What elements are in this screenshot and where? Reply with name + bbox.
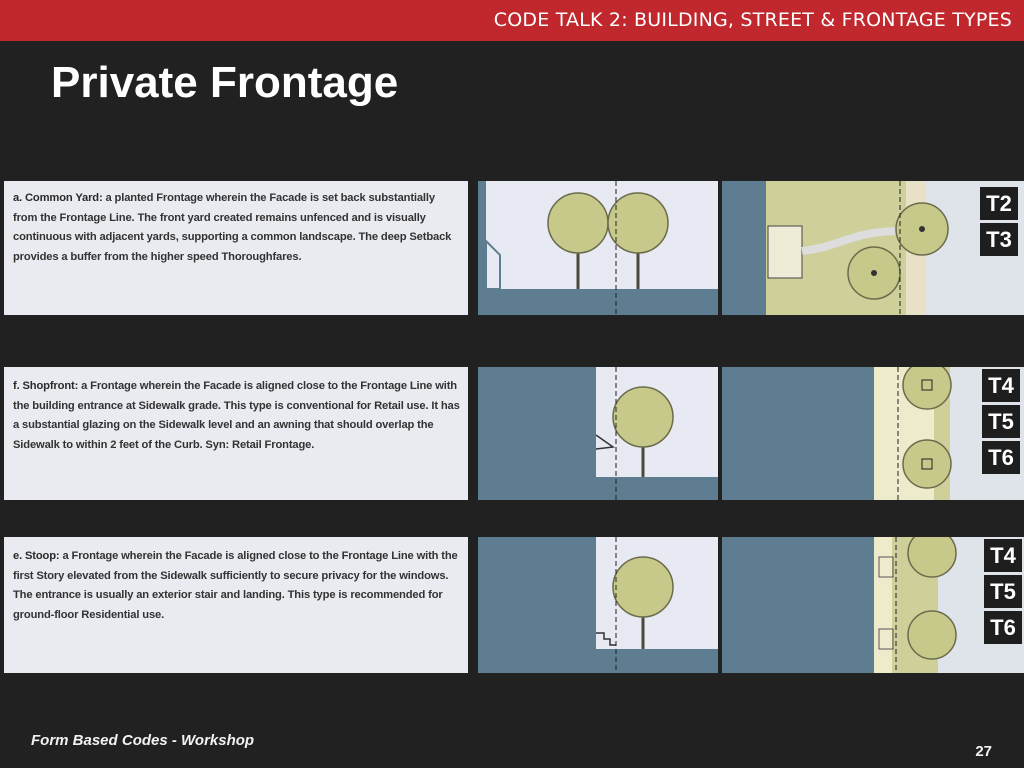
footer-workshop: Form Based Codes - Workshop xyxy=(31,732,255,749)
frontage-row-shopfront xyxy=(0,365,1024,502)
elevation-drawing xyxy=(478,181,718,315)
frontage-description xyxy=(4,537,468,673)
slide-title: Private Frontage xyxy=(51,58,399,107)
elevation-drawing xyxy=(478,537,718,673)
page-number: 27 xyxy=(975,743,992,760)
transect-tags xyxy=(982,369,1020,474)
transect-tag: T5 xyxy=(982,405,1020,438)
plan-drawing xyxy=(722,537,1024,673)
frontage-type-name: f. Shopfront: xyxy=(13,380,79,392)
stoop-plan xyxy=(722,537,1024,673)
plan-drawing xyxy=(722,181,1024,315)
frontage-type-name: e. Stoop: xyxy=(13,550,60,562)
frontage-description xyxy=(4,181,468,315)
transect-tag: T3 xyxy=(980,223,1018,256)
frontage-type-name: a. Common Yard: xyxy=(13,192,103,204)
frontage-text: a Frontage wherein the Facade is aligned close to the Frontage Line with the building entrance at Sidewalk grade. This type is conventional for Retail use. It has a substantial glazing on the Sidewalk level and an awning that should overlap the Sidewalk to within 2 feet of the Curb. Syn: Retail Frontage. xyxy=(13,380,460,451)
frontage-row-stoop xyxy=(0,535,1024,675)
plan-drawing xyxy=(722,367,1024,500)
frontage-paragraph xyxy=(4,181,468,267)
transect-tags xyxy=(984,539,1022,644)
transect-tag: T5 xyxy=(984,575,1022,608)
transect-tag: T6 xyxy=(982,441,1020,474)
transect-tag: T4 xyxy=(984,539,1022,572)
header-bar xyxy=(0,0,1024,41)
common-yard-elevation xyxy=(478,181,718,315)
frontage-paragraph xyxy=(4,537,468,625)
frontage-description xyxy=(4,367,468,500)
transect-tag: T2 xyxy=(980,187,1018,220)
tree-icon xyxy=(608,193,668,289)
tree-icon xyxy=(548,193,608,289)
frontage-row-common-yard xyxy=(0,179,1024,317)
transect-tag: T4 xyxy=(982,369,1020,402)
transect-tags xyxy=(980,187,1018,256)
shopfront-plan xyxy=(722,367,1024,500)
frontage-paragraph xyxy=(4,367,468,455)
course-title: CODE TALK 2: BUILDING, STREET & FRONTAGE TYPES xyxy=(493,9,1012,31)
frontage-text: a Frontage wherein the Facade is aligned close to the Frontage Line with the first Story elevated from the Sidewalk sufficiently to secure privacy for the windows. The entrance is usually an exterior stair and landing. This type is recommended for ground-floor Residential use. xyxy=(13,550,458,621)
stoop-elevation xyxy=(478,537,718,673)
common-yard-plan xyxy=(722,181,1024,315)
shopfront-elevation xyxy=(478,367,718,500)
elevation-drawing xyxy=(478,367,718,500)
frontage-text: a planted Frontage wherein the Facade is set back substantially from the Frontage Line. The front yard created remains unfenced and is visually continuous with adjacent yards, supporting a common landscape. The deep Setback provides a buffer from the higher speed Thoroughfares. xyxy=(13,192,452,263)
transect-tag: T6 xyxy=(984,611,1022,644)
